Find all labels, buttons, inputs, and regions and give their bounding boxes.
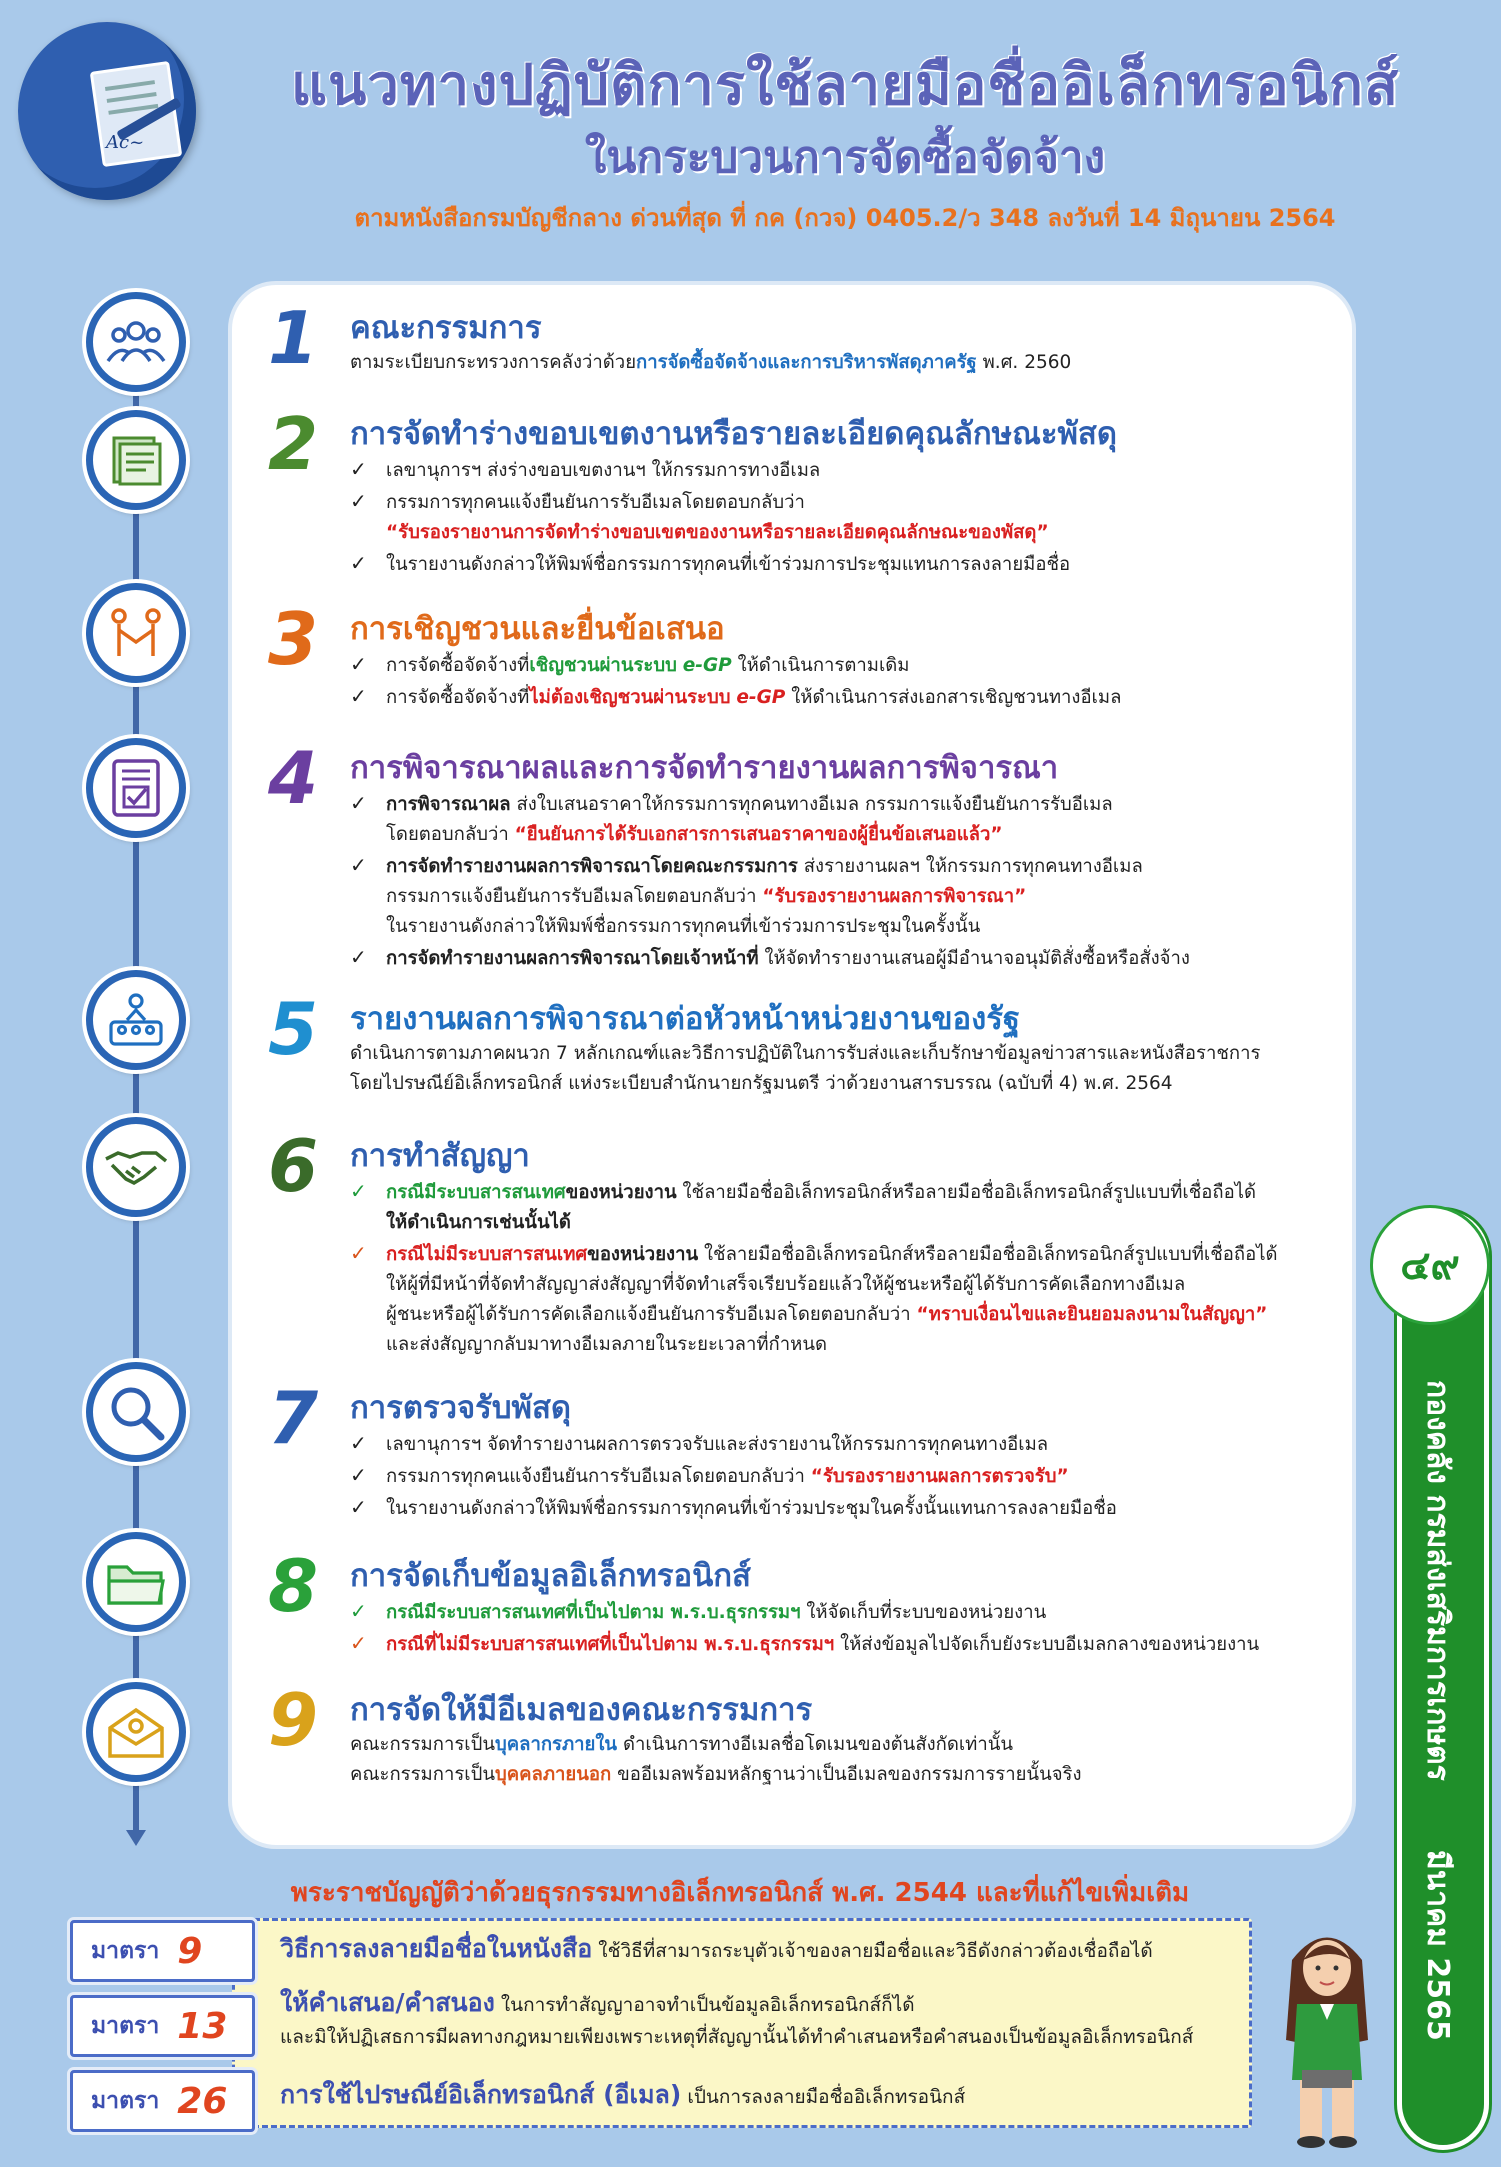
step-7 — [268, 1376, 1348, 1522]
step-title: การตรวจรับพัสดุ — [350, 1390, 571, 1426]
section-label-9: มาตรา 9 — [70, 1920, 255, 1982]
step-title: คณะกรรมการ — [350, 310, 542, 346]
section-label-13: มาตรา 13 — [70, 1995, 255, 2057]
step-body: ✓ เลขานุการฯ จัดทำรายงานผลการตรวจรับและส่งรายงานให้กรรมการทุกคนทางอีเมล ✓ กรรมการทุกคนแจ้งยืนยันการรับอีเมลโดยตอบกลับว่า “รับรองรายงานผลการตรวจรับ” ✓ ในรายงานดังกล่าวให้พิมพ์ชื่อกรรมการทุกคนที่เข้าร่วมประชุมในครั้งนั้นแทนการลงลายมือชื่อ — [350, 1428, 1350, 1524]
check-icon: ✓ — [350, 489, 367, 513]
check-icon: ✓ — [350, 1631, 367, 1655]
law-section-9: วิธีการลงลายมือชื่อในหนังสือ ใช้วิธีที่สามารถระบุตัวเจ้าของลายมือชื่อและวิธีดังกล่าวต้องเชื่อถือได้ — [280, 1934, 1153, 1963]
step-9 — [268, 1678, 1348, 1794]
step-body: คณะกรรมการเป็นบุคลากรภายใน ดำเนินการทางอีเมลชื่อโดเมนของต้นสังกัดเท่านั้น คณะกรรมการเป็นบุคคลภายนอก ขออีเมลพร้อมหลักฐานว่าเป็นอีเมลของกรรมการรายนั้นจริง — [350, 1734, 1082, 1785]
step-title: การจัดให้มีอีเมลของคณะกรรมการ — [350, 1692, 813, 1728]
law-section-13-cont: และมิให้ปฏิเสธการมีผลทางกฎหมายเพียงเพราะเหตุที่สัญญานั้นได้ทำคำเสนอหรือคำสนองเป็นข้อมูลอิเล็กทรอนิกส์ — [280, 2026, 1194, 2048]
law-section-13: ให้คำเสนอ/คำสนอง ในการทำสัญญาอาจทำเป็นข้อมูลอิเล็กทรอนิกส์ก็ได้ — [280, 1988, 915, 2017]
step-8 — [268, 1544, 1348, 1660]
timeline-arrow-icon — [126, 1830, 146, 1846]
step-number: 3 — [268, 597, 319, 681]
staff-character-illustration — [1272, 1920, 1382, 2155]
signature-icon: Ac~ — [106, 132, 145, 153]
step-3 — [268, 597, 1348, 713]
magnifier-icon — [86, 1362, 186, 1462]
department-logo: ๔๙ — [1370, 1205, 1490, 1325]
step-title: การเชิญชวนและยื่นข้อเสนอ — [350, 611, 725, 647]
check-icon: ✓ — [350, 1495, 367, 1519]
people-group-icon — [86, 292, 186, 392]
page-title: แนวทางปฏิบัติการใช้ลายมือชื่ออิเล็กทรอนิกส์ — [290, 53, 1400, 118]
law-title: พระราชบัญญัติว่าด้วยธุรกรรมทางอิเล็กทรอนิกส์ พ.ศ. 2544 และที่แก้ไขเพิ่มเติม — [290, 1878, 1190, 1908]
step-number: 8 — [268, 1544, 319, 1628]
check-icon: ✓ — [350, 791, 367, 815]
check-icon: ✓ — [350, 853, 367, 877]
publication-date: มีนาคม 2565 — [1420, 1850, 1455, 2041]
header-logo — [18, 22, 196, 200]
step-2 — [268, 402, 1348, 578]
step-number: 2 — [268, 402, 319, 486]
reference-line: ตามหนังสือกรมบัญชีกลาง ด่วนที่สุด ที่ กค (กวจ) 0405.2/ว 348 ลงวันที่ 14 มิถุนายน 2564 — [354, 204, 1336, 232]
step-number: 7 — [268, 1376, 319, 1460]
step-number: 4 — [268, 736, 319, 820]
step-body: ✓ กรณีมีระบบสารสนเทศของหน่วยงาน ใช้ลายมือชื่ออิเล็กทรอนิกส์หรือลายมือชื่ออิเล็กทรอนิกส์รูปแบบที่เชื่อถือได้ ให้ดำเนินการเช่นนั้นได้ ✓ กรณีไม่มีระบบสารสนเทศของหน่วยงาน ใช้ลายมือชื่ออิเล็กทรอนิกส์หรือลายมือชื่ออิเล็กทรอนิกส์รูปแบบที่เชื่อถือได้ ให้ผู้ที่มีหน้าที่จัดทำสัญญาส่งสัญญาที่จัดทำเสร็จเรียบร้อยแล้วให้ผู้ชนะหรือผู้ได้รับการคัดเลือกทางอีเมล ผู้ชนะหรือผู้ได้รับการคัดเลือกแจ้งยืนยันการรับอีเมลโดยตอบกลับว่า “ทราบเงื่อนไขและยินยอมลงนามในสัญญา” และส่งสัญญากลับมาทางอีเมลภายในระยะเวลาที่กำหนด — [350, 1176, 1350, 1360]
meeting-presenter-icon — [86, 970, 186, 1070]
step-body: ✓ การจัดซื้อจัดจ้างที่เชิญชวนผ่านระบบ e-GP ให้ดำเนินการตามเดิม ✓ การจัดซื้อจัดจ้างที่ไม่ต้องเชิญชวนผ่านระบบ e-GP ให้ดำเนินการส่งเอกสารเชิญชวนทางอีเมล — [350, 649, 1350, 713]
step-body: ✓ เลขานุการฯ ส่งร่างขอบเขตงานฯ ให้กรรมการทางอีเมล ✓ กรรมการทุกคนแจ้งยืนยันการรับอีเมลโดยตอบกลับว่า “รับรองรายงานการจัดทำร่างขอบเขตของงานหรือรายละเอียดคุณลักษณะของพัสดุ” ✓ ในรายงานดังกล่าวให้พิมพ์ชื่อกรรมการทุกคนที่เข้าร่วมการประชุมแทนการลงลายมือชื่อ — [350, 454, 1350, 580]
step-number: 5 — [268, 987, 319, 1071]
step-number: 6 — [268, 1124, 319, 1208]
document-stack-icon — [86, 410, 186, 510]
step-4 — [268, 736, 1348, 969]
check-icon: ✓ — [350, 945, 367, 969]
step-body: ✓ การพิจารณาผล ส่งใบเสนอราคาให้กรรมการทุกคนทางอีเมล กรรมการแจ้งยืนยันการรับอีเมล โดยตอบกลับว่า “ยืนยันการได้รับเอกสารการเสนอราคาของผู้ยื่นข้อเสนอแล้ว” ✓ การจัดทำรายงานผลการพิจารณาโดยคณะกรรมการ ส่งรายงานผลฯ ให้กรรมการทุกคนทางอีเมล กรรมการแจ้งยืนยันการรับอีเมลโดยตอบกลับว่า “รับรองรายงานผลการพิจารณา” ในรายงานดังกล่าวให้พิมพ์ชื่อกรรมการทุกคนที่เข้าร่วมการประชุมในครั้งนั้น ✓ การจัดทำรายงานผลการพิจารณาโดยเจ้าหน้าที่ ให้จัดทำรายงานเสนอผู้มีอำนาจอนุมัติสั่งซื้อหรือสั่งจ้าง — [350, 788, 1350, 974]
step-title: รายงานผลการพิจารณาต่อหัวหน้าหน่วยงานของรัฐ — [350, 1001, 1021, 1037]
law-section-26: การใช้ไปรษณีย์อิเล็กทรอนิกส์ (อีเมล) เป็นการลงลายมือชื่ออิเล็กทรอนิกส์ — [280, 2080, 966, 2109]
check-icon: ✓ — [350, 1179, 367, 1203]
step-body: ตามระเบียบกระทรวงการคลังว่าด้วยการจัดซื้อจัดจ้างและการบริหารพัสดุภาครัฐ พ.ศ. 2560 — [350, 352, 1072, 373]
handshake-people-icon — [86, 583, 186, 683]
check-icon: ✓ — [350, 1599, 367, 1623]
organization-name: กองคลัง กรมส่งเสริมการเกษตร — [1420, 1380, 1455, 1781]
step-title: การจัดเก็บข้อมูลอิเล็กทรอนิกส์ — [350, 1558, 751, 1594]
step-1 — [268, 296, 1348, 382]
check-icon: ✓ — [350, 684, 367, 708]
step-title: การพิจารณาผลและการจัดทำรายงานผลการพิจารณา — [350, 750, 1059, 786]
check-icon: ✓ — [350, 551, 367, 575]
step-number: 1 — [268, 296, 319, 380]
check-icon: ✓ — [350, 652, 367, 676]
folder-icon — [86, 1532, 186, 1632]
step-number: 9 — [268, 1678, 319, 1762]
email-envelope-icon — [86, 1682, 186, 1782]
step-title: การจัดทำร่างขอบเขตงานหรือรายละเอียดคุณลักษณะพัสดุ — [350, 416, 1117, 452]
checklist-icon — [86, 738, 186, 838]
step-6 — [268, 1124, 1348, 1360]
check-icon: ✓ — [350, 1431, 367, 1455]
step-5 — [268, 987, 1348, 1103]
check-icon: ✓ — [350, 1241, 367, 1265]
page-subtitle: ในกระบวนการจัดซื้อจัดจ้าง — [584, 132, 1106, 183]
step-body: ✓ กรณีมีระบบสารสนเทศที่เป็นไปตาม พ.ร.บ.ธุรกรรมฯ ให้จัดเก็บที่ระบบของหน่วยงาน ✓ กรณีที่ไม่มีระบบสารสนเทศที่เป็นไปตาม พ.ร.บ.ธุรกรรมฯ ให้ส่งข้อมูลไปจัดเก็บยังระบบอีเมลกลางของหน่วยงาน — [350, 1596, 1350, 1660]
step-title: การทำสัญญา — [350, 1138, 530, 1174]
handshake-icon — [86, 1117, 186, 1217]
check-icon: ✓ — [350, 1463, 367, 1487]
check-icon: ✓ — [350, 457, 367, 481]
section-label-26: มาตรา 26 — [70, 2070, 255, 2132]
step-body: ดำเนินการตามภาคผนวก 7 หลักเกณฑ์และวิธีการปฏิบัติในการรับส่งและเก็บรักษาข้อมูลข่าวสารและหนังสือราชการ โดยไปรษณีย์อิเล็กทรอนิกส์ แห่งระเบียบสำนักนายกรัฐมนตรี ว่าด้วยงานสารบรรณ (ฉบับที่ 4) พ.ศ. 2564 — [350, 1043, 1261, 1094]
